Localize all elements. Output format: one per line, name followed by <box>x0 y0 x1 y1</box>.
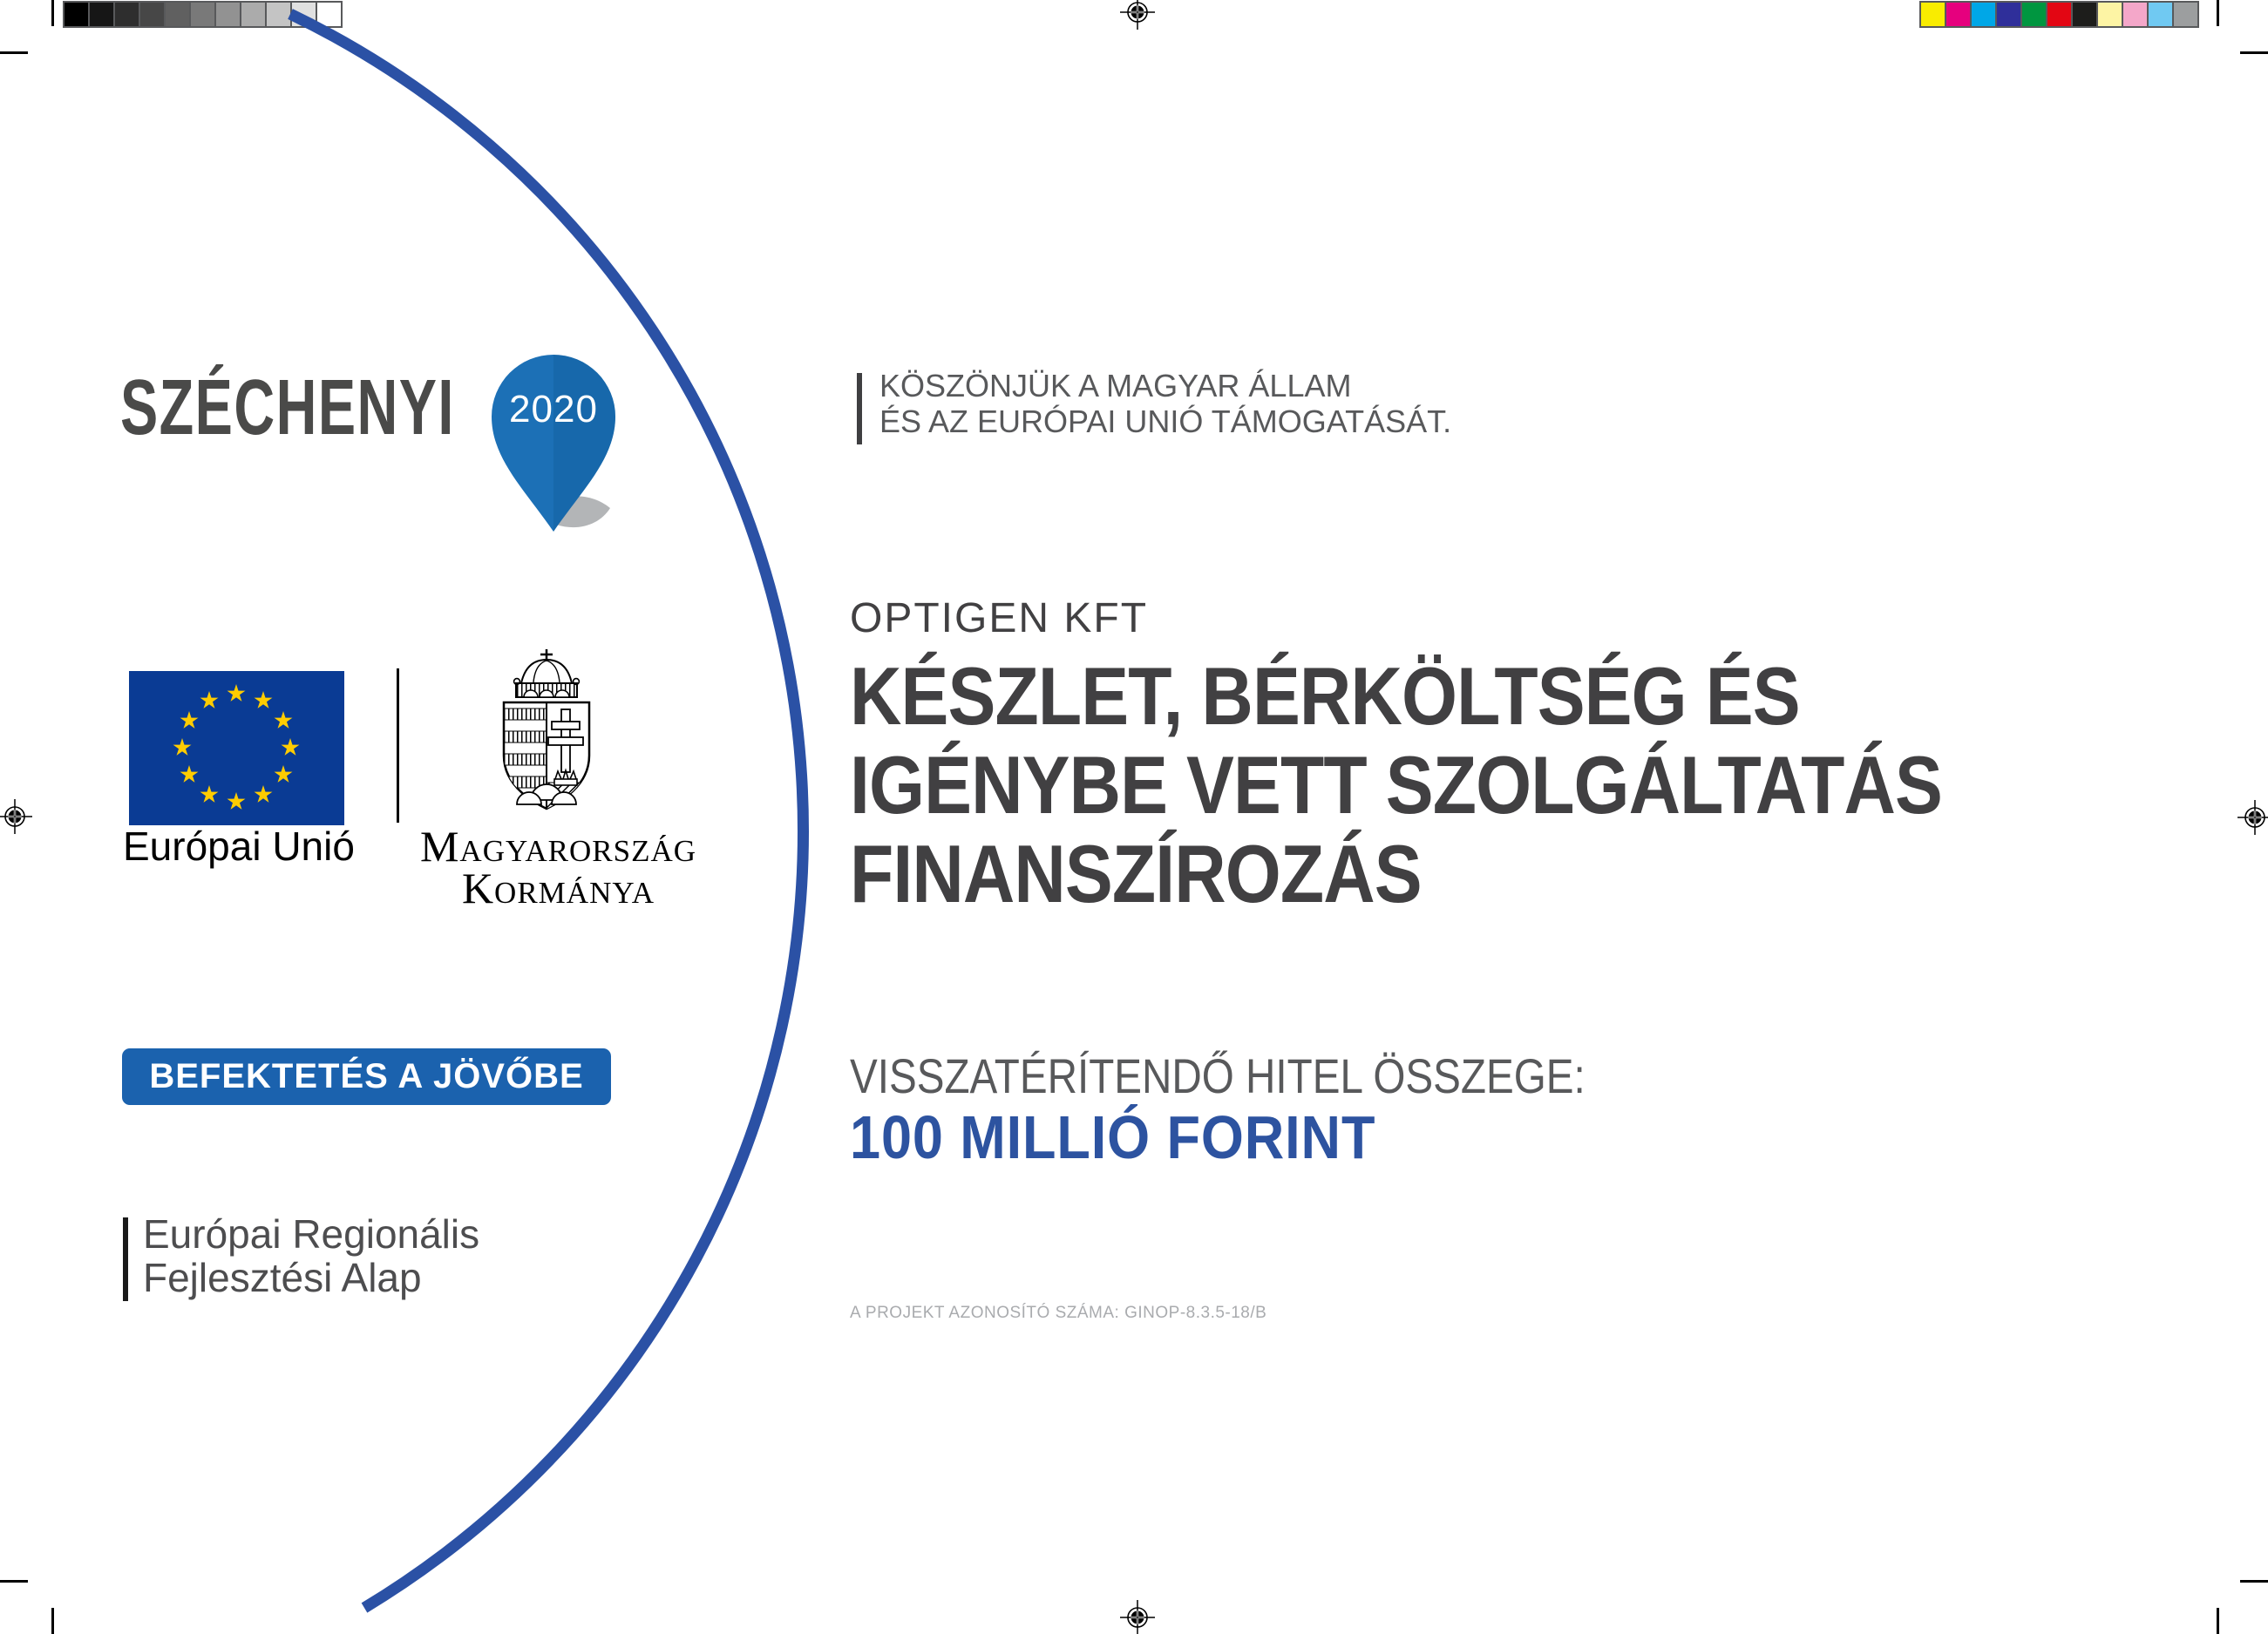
calibration-swatch <box>88 1 115 28</box>
calibration-swatch <box>164 1 191 28</box>
erfa-line2: Fejlesztési Alap <box>143 1255 422 1300</box>
calibration-swatch <box>2122 1 2149 28</box>
thanks-divider-bar <box>857 373 862 444</box>
registration-mark-icon <box>0 797 34 836</box>
calibration-swatch <box>240 1 267 28</box>
project-title-line2: IGÉNYBE VETT SZOLGÁLTATÁS <box>850 739 1942 831</box>
crop-mark <box>2240 51 2268 54</box>
crop-mark <box>2217 1608 2219 1634</box>
erfa-line1: Európai Regionális <box>143 1211 480 1257</box>
calibration-swatch <box>63 1 90 28</box>
registration-mark-icon <box>1118 0 1157 31</box>
calibration-swatch <box>290 1 317 28</box>
crop-mark <box>51 0 54 26</box>
investment-banner-label: BEFEKTETÉS A JÖVŐBE <box>149 1057 584 1095</box>
loan-amount-value: 100 MILLIÓ FORINT <box>850 1103 1376 1171</box>
calibration-swatch <box>2172 1 2199 28</box>
grayscale-calibration-bar <box>63 1 343 28</box>
hungary-coat-of-arms-icon <box>478 647 615 817</box>
investment-banner <box>122 1048 611 1105</box>
erfa-fund-name <box>143 1212 479 1299</box>
erfa-divider-bar <box>123 1217 128 1301</box>
calibration-swatch <box>2046 1 2073 28</box>
calibration-swatch <box>1995 1 2022 28</box>
project-title <box>850 652 1942 919</box>
szechenyi-2020-pin-icon <box>490 354 617 535</box>
loan-amount-label: VISSZATÉRÍTENDŐ HITEL ÖSSZEGE: <box>850 1048 1586 1103</box>
pin-year-label: 2020 <box>509 388 598 431</box>
thanks-line2: ÉS AZ EURÓPAI UNIÓ TÁMOGATÁSÁT. <box>879 403 1452 439</box>
project-id-fine-print: A PROJEKT AZONOSÍTÓ SZÁMA: GINOP-8.3.5-18/B <box>850 1304 1267 1322</box>
calibration-swatch <box>214 1 241 28</box>
calibration-swatch <box>1919 1 1946 28</box>
crop-mark <box>2217 0 2219 26</box>
calibration-swatch <box>2096 1 2123 28</box>
calibration-swatch <box>2071 1 2098 28</box>
calibration-swatch <box>1970 1 1997 28</box>
szechenyi-wordmark: SZÉCHENYI <box>120 364 455 451</box>
calibration-swatch <box>316 1 343 28</box>
government-name-line1: Magyarország <box>419 822 697 871</box>
registration-mark-icon <box>1118 1598 1157 1634</box>
calibration-swatch <box>265 1 292 28</box>
logo-divider <box>397 668 399 823</box>
calibration-swatch <box>189 1 216 28</box>
crop-mark <box>0 1580 28 1583</box>
crop-mark <box>2240 1580 2268 1583</box>
government-name-line2: Kormánya <box>461 864 655 912</box>
crop-mark <box>51 1608 54 1634</box>
color-calibration-bar <box>1919 1 2199 28</box>
company-name: OPTIGEN KFT <box>850 595 1149 641</box>
eu-flag-label: Európai Unió <box>123 824 355 869</box>
eu-flag <box>129 671 344 825</box>
calibration-swatch <box>2020 1 2047 28</box>
crop-mark <box>0 51 28 54</box>
project-title-line1: KÉSZLET, BÉRKÖLTSÉG ÉS <box>850 650 1800 742</box>
project-title-line3: FINANSZÍROZÁS <box>850 828 1422 919</box>
calibration-swatch <box>1945 1 1972 28</box>
registration-mark-icon <box>2236 798 2268 837</box>
thanks-message <box>879 368 1451 439</box>
calibration-swatch <box>139 1 166 28</box>
government-name <box>399 822 717 912</box>
thanks-line1: KÖSZÖNJÜK A MAGYAR ÁLLAM <box>879 368 1352 403</box>
calibration-swatch <box>2147 1 2174 28</box>
calibration-swatch <box>113 1 140 28</box>
